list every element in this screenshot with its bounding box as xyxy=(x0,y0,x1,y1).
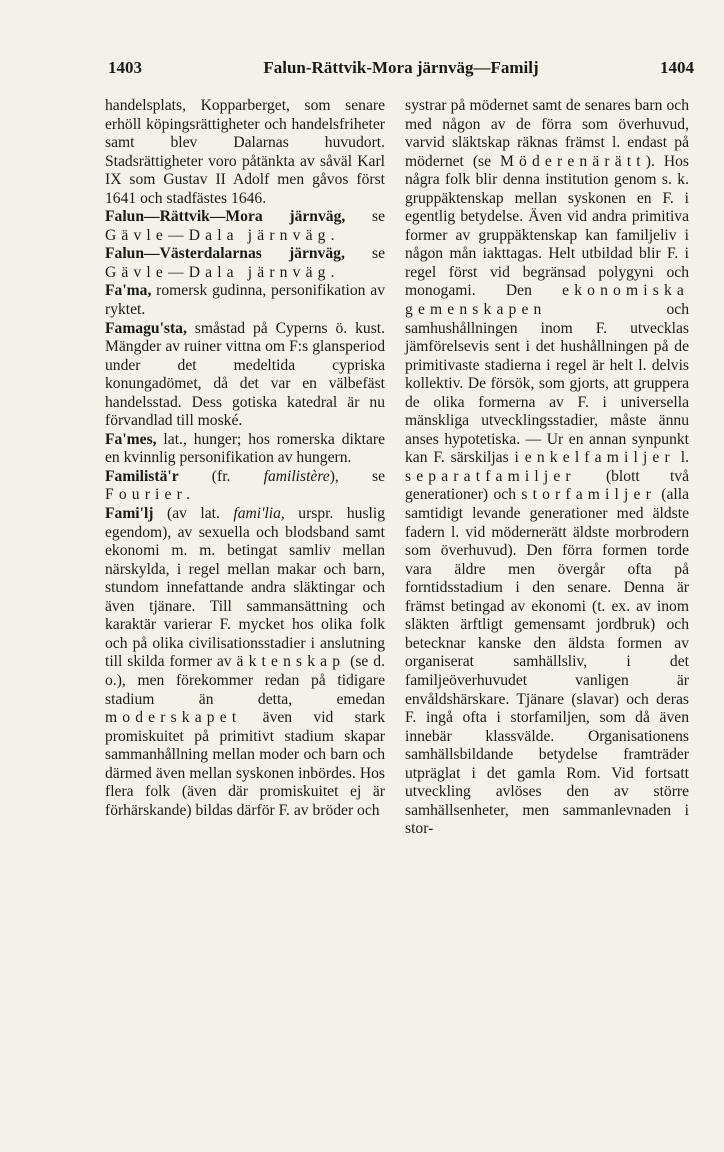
headword: Falun—Västerdalarnas järnväg, xyxy=(105,245,345,263)
running-title: Falun-Rättvik-Mora järnväg—Familj xyxy=(263,58,539,77)
headword: Familistä'r xyxy=(105,467,179,485)
running-header xyxy=(108,58,694,86)
cross-reference: Gävle—Dala järnväg. xyxy=(105,263,340,281)
cross-reference: Fourier. xyxy=(105,486,196,504)
entry-familj: Fami'lj (av lat. fami'lia, urspr. huslig egendom), av sexuella och blodsband samt ekonomi m. m. betingat samliv mellan närskylda, i regel mellan makar och barn, stundom innefattande andra släktingar och även tjänare. Till sammansättning och karaktär varierar F. mycket hos olika folk och på olika civilisationsstadier i anslutning till skilda former av äktenskap (se d. o.), men förekommer redan på tidigare stadium än detta, emedan moderskapet även vid stark promiskuitet på primitivt stadium skapar sammanhållning mellan moder och barn och därmed även mellan syskonen inbördes. Hos flera folk (även där promiskuitet ej är förhärskande) bildas därför F. av bröder och xyxy=(105,505,386,819)
entry-falun-rattvik-mora: Falun—Rättvik—Mora järnväg, se Gävle—Dala järnväg. xyxy=(105,208,386,244)
entry-familj-continued: systrar på mödernet samt de senares barn och med någon av de förra som överhuvud, varvid släktskap räknas främst l. endast på mödernet (se Möderenärätt). Hos några folk blir denna institution genom s. k. gruppäktenskap mellan syskonen en F. i egentlig betydelse. Även vid andra primitiva former av gruppäktenskap kan familjeliv i någon mån iakttagas. Helt utbildad blir F. i regel först vid begränsad polygyni och monogami. Den ekonomiska gemenskapen och samhushållningen inom F. utvecklas jämförelsevis sent i det hushållningen på de primitivaste stadierna i regel är helt l. delvis kollektiv. De försök, som gjorts, att gruppera de olika formerna av F. i universella mänskliga utvecklingsstadier, måste ännu anses hypotetiska. — Ur en annan synpunkt kan F. särskiljas i enkelfamiljer l. separatfamiljer (blott två generationer) och storfamiljer (alla samtidigt levande generationer med äldste fadern l. vid mödernerätt äldste morbrodern som överhuvud). Den förra formen torde vara äldre men övergår ofta på forntidsstadium i den senare. Denna är främst betingad av ekonomi (t. ex. av inom släkten ärftligt gemensamt jordbruk) och betecknar kanske den äldsta formen av organiserat samhällsliv, i det familjeöverhuvudet vanligen är envåldshärskare. Tjänare (slavar) och deras F. ingå ofta i storfamiljen, som då även innebär klassvälde. Organisationens samhällsbildande betydelse framträder utpräglat i det gamla Rom. Vid fortsatt utveckling avlöses den av större samhällsenheter, men sammanlevnaden i stor- xyxy=(405,97,689,838)
headword: Fa'mes, xyxy=(105,430,157,448)
entry-fama: Fa'ma, romersk gudinna, personifikation av ryktet. xyxy=(105,282,385,319)
headword: Famagu'sta, xyxy=(105,319,187,337)
entry-continuation: handelsplats, Kopparberget, som senare erhöll köpingsrättigheter och handelsfriheter samt blev Dalarnas huvudort. Stadsrättigheter voro påtänkta av såväl Karl IX som Gustav II Adolf men gåvos först 1641 och stadfästes 1646. xyxy=(105,97,385,207)
entry-falun-vasterdalarnas: Falun—Västerdalarnas järnväg, se Gävle—Dala järnväg. xyxy=(105,245,385,281)
right-column xyxy=(405,97,689,839)
cross-reference: Gävle—Dala järnväg. xyxy=(105,226,340,244)
headword: Falun—Rättvik—Mora järnväg, xyxy=(105,208,346,226)
left-column xyxy=(105,97,385,820)
cross-reference: Möderenärätt xyxy=(500,152,646,170)
entry-famagusta: Famagu'sta, småstad på Cyperns ö. kust. Mängder av ruiner vittna om F:s glansperiod under det medeltida cypriska konungadömet, då det var en välbefäst handelsstad. Dess gotiska katedral är nu förvandlad till moské. xyxy=(105,319,385,430)
headword: Fa'ma, xyxy=(105,282,152,300)
entry-fames: Fa'mes, lat., hunger; hos romerska diktare en kvinnlig personifikation av hungern. xyxy=(105,430,385,467)
headword: Fami'lj xyxy=(105,505,154,523)
entry-familistar: Familistä'r (fr. familistère), se Fourier. xyxy=(105,467,385,504)
page-number-right: 1404 xyxy=(660,58,694,77)
page-number-left: 1403 xyxy=(108,58,142,77)
